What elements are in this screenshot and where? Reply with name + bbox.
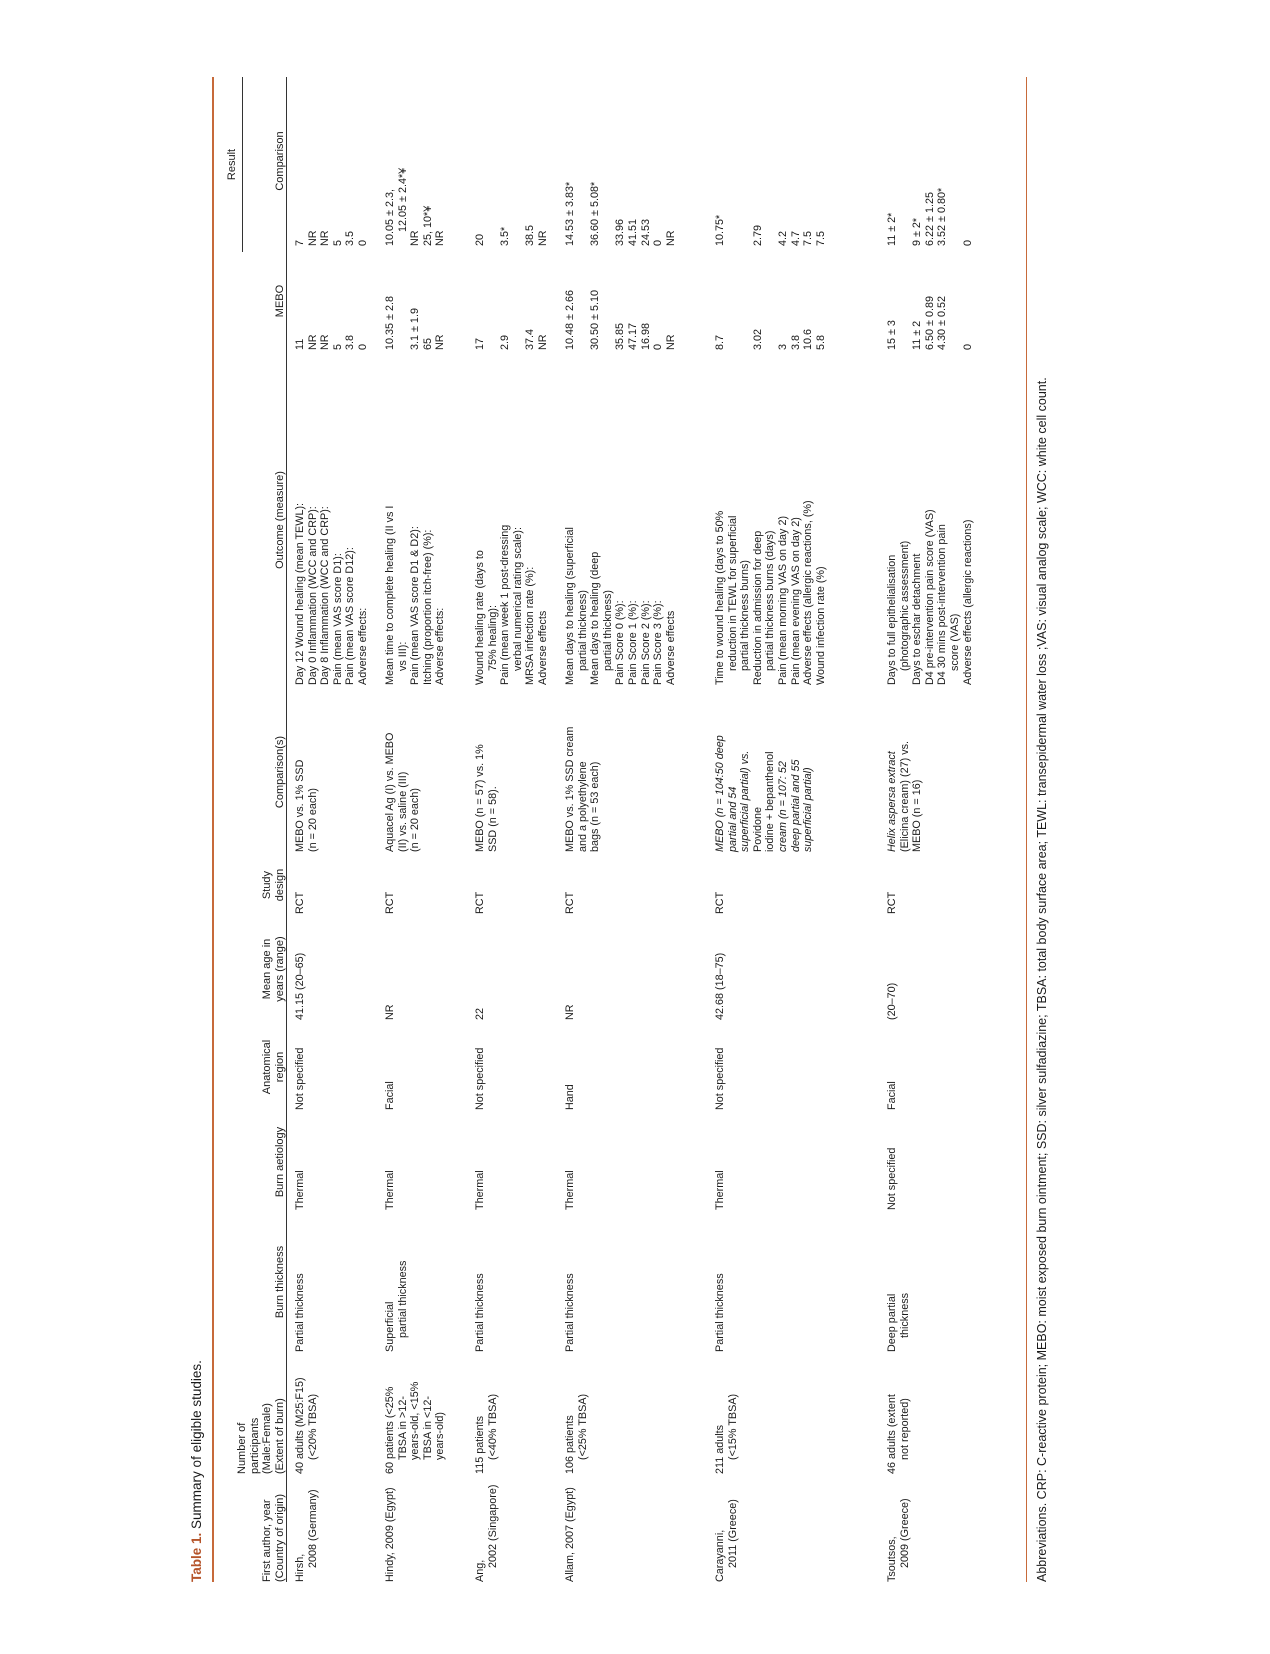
cell-mebo-result: 3.02 [751,328,764,350]
cell-outcome: Pain (mean VAS score D12): [344,547,357,685]
cell-author: Ang, 2002 (Singapore) [474,1484,499,1582]
cell-mebo-result: 30.50 ± 5.10 [589,290,602,350]
cell-outcome: Pain (mean morning VAS on day 2) [777,515,789,685]
cell-outcome: D4 pre-intervention pain score (VAS) [923,509,936,685]
result-span-rule [242,77,243,252]
cell-outcome: Adverse effects [537,610,549,685]
cell-comparison-result: 0 [357,239,369,246]
cell-thickness: Partial thickness [294,1273,306,1352]
cell-design: RCT [474,891,486,914]
cell-mebo-result: 3 [777,343,789,350]
cell-comparison-result: 7 [294,239,306,246]
cell-age: 41.15 (20–65) [294,952,306,1020]
cell-mebo-result: 3.1 ± 1.9 [409,308,422,350]
cell-comparison-result: 5 [331,239,344,246]
cell-comparison-result: NR [306,230,319,246]
cell-outcome: Mean days to healing (deep partial thickness) [589,551,614,685]
cell-outcome: Wound infection rate (%) [814,566,827,685]
header-result: Result [225,148,238,181]
cell-outcome: Wound healing rate (days to 75% healing): [474,550,499,685]
cell-outcome: Day 0 Inflammation (WCC and CRP): [306,506,319,685]
cell-participants: 40 adults (M25:F15) (<20% TBSA) [294,1377,319,1474]
cell-mebo-result: NR [537,334,549,350]
cell-mebo-result: 3.8 [789,334,802,350]
cell-comparison: MEBO (n = 57) vs. 1% SSD (n = 58). [474,744,499,852]
cell-comparison-result: 2.79 [751,224,764,246]
cell-mebo-result: 15 ± 3 [886,320,898,350]
cell-comparison-result: 0 [652,239,665,246]
cell-outcome: Day 12 Wound healing (mean TEWL): [294,502,306,685]
cell-aetiology: Thermal [294,1170,306,1210]
cell-comparison-result: 9 ± 2* [911,217,924,246]
cell-comparison-result: NR [409,230,422,246]
cell-comparison-result: 11 ± 2* [886,212,898,246]
cell-outcome: Adverse effects (allergic reactions) [961,519,974,685]
cell-mebo-result: 2.9 [499,334,512,350]
cell-comparison-result: NR [319,230,332,246]
cell-region: Hand [564,1084,576,1110]
cell-design: RCT [384,891,396,914]
cell-comparison-result: NR [664,230,677,246]
cell-comparison-result: 41.51 [627,218,639,246]
cell-outcome: Pain (mean evening VAS on day 2) [789,517,802,685]
cell-aetiology: Thermal [474,1170,486,1210]
cell-mebo-result: NR [306,334,319,350]
cell-mebo-result: NR [664,334,677,350]
cell-mebo-result: NR [319,334,332,350]
cell-participants: 115 patients (<40% TBSA) [474,1393,499,1474]
cell-author: Allam, 2007 (Egypt) [564,1487,576,1582]
header-design: Study design [261,868,286,902]
table-frame [186,77,1066,1582]
cell-mebo-result: 0 [961,343,974,350]
cell-outcome: MRSA infection rate (%): [524,566,537,685]
caption-label: Table 1. [189,1532,204,1582]
header-comparison: Comparison(s) [273,735,286,809]
cell-region: Facial [886,1081,898,1110]
cell-participants: 211 adults (<15% TBSA) [714,1393,739,1474]
cell-comparison-result: 3.52 ± 0.80* [936,187,949,246]
cell-outcome: Pain Score 0 (%): [614,600,627,685]
header-thickness: Burn thickness [273,1245,286,1319]
cell-participants: 60 patients (<25% TBSA in >12- years-old, <15% TBSA in <12- years-old) [384,1381,447,1474]
cell-participants: 46 adults (extent not reported) [886,1394,911,1474]
cell-mebo-result: 17 [474,337,486,350]
cell-thickness: Deep partial thickness [886,1292,911,1352]
cell-age: (20–70) [886,982,898,1020]
cell-comparison-result: 33.96 [614,218,627,246]
cell-outcome: Mean time to complete healing (II vs I vs III): [384,505,409,685]
cell-comparison-result: NR [434,230,447,246]
header-author: First author, year (Country of origin) [261,1493,286,1582]
cell-comparison-result: 25, 10*¥ [421,205,434,246]
header-rule [286,77,287,1582]
header-region: Anatomical region [261,1039,286,1095]
cell-aetiology: Thermal [384,1170,396,1210]
cell-outcome: Pain (mean VAS score D1 & D2): [409,526,422,685]
cell-mebo-result: 65 [421,337,434,350]
header-aetiology: Burn aetiology [273,1126,286,1198]
cell-outcome: Adverse effects [664,610,677,685]
cell-thickness: Partial thickness [474,1273,486,1352]
cell-outcome: Time to wound healing (days to 50% reduction in TEWL for superficial partial thickness burns) [714,510,752,685]
cell-thickness: Partial thickness [564,1273,576,1352]
cell-region: Not specified [294,1047,306,1110]
header-outcome: Outcome (measure) [273,471,286,569]
table-caption [186,1360,208,1582]
cell-comparison-result: 36.60 ± 5.08* [589,181,602,246]
cell-mebo-result: 0 [652,343,665,350]
cell-aetiology: Thermal [564,1170,576,1210]
cell-mebo-result: 11 [294,338,306,350]
cell-region: Not specified [474,1047,486,1110]
bottom-rule [1026,77,1027,1582]
cell-age: NR [564,1004,576,1020]
cell-design: RCT [886,891,898,914]
cell-thickness: Superficial partial thickness [384,1260,409,1352]
cell-outcome: Itching (proportion itch-free) (%): [421,529,434,685]
cell-outcome: Pain (mean week 1 post-dressing verbal numerical rating scale): [499,524,524,685]
cell-comparison: Helix aspersa extract (Elicina cream) (27) vs. MEBO (n = 16) [886,741,924,852]
cell-outcome: Pain Score 3 (%): [652,600,665,685]
cell-region: Facial [384,1081,396,1110]
caption-text: Summary of eligible studies. [189,1360,204,1529]
cell-comparison-result: 38.5 [524,224,537,246]
cell-mebo-result: 0 [357,343,369,350]
cell-outcome: Pain Score 2 (%): [639,600,652,685]
cell-mebo-result: 4.30 ± 0.52 [936,296,949,350]
cell-mebo-result: 47.17 [627,322,639,350]
cell-aetiology: Thermal [714,1170,726,1210]
header-participants: Number of participants (Male:Female) (Extent of burn) [236,1398,286,1474]
cell-comparison-result: 24.53 [639,218,652,246]
cell-aetiology: Not specified [886,1147,898,1210]
cell-outcome: Adverse effects: [434,607,447,685]
cell-comparison-result: 4.7 [789,230,802,246]
cell-author: Hirsh, 2008 (Germany) [294,1489,319,1582]
cell-outcome: Days to full epithelialisation (photographic assessment) [886,540,911,685]
cell-comparison: MEBO vs. 1% SSD (n = 20 each) [294,759,319,852]
cell-comparison: MEBO vs. 1% SSD cream and a polyethylene bags (n = 53 each) [564,726,602,852]
cell-comparison-result: 10.05 ± 2.3, 12.05 ± 2.4*¥ [384,167,409,246]
cell-mebo-result: NR [434,334,447,350]
cell-age: 42.68 (18–75) [714,952,726,1020]
cell-design: RCT [564,891,576,914]
cell-outcome: Days to eschar detachment [911,553,924,685]
cell-design: RCT [714,891,726,914]
cell-age: NR [384,1004,396,1020]
cell-mebo-result: 5 [331,343,344,350]
cell-region: Not specified [714,1047,726,1110]
cell-mebo-result: 5.8 [814,334,827,350]
cell-author: Carayanni, 2011 (Greece) [714,1499,739,1582]
cell-outcome: Reduction in admission for deep partial thickness burns (days) [751,530,777,685]
cell-design: RCT [294,891,306,914]
cell-comparison-result: 3.5 [344,230,357,246]
table-header [214,77,286,1582]
cell-comparison-result: 0 [961,239,974,246]
cell-mebo-result: 6.50 ± 0.89 [923,296,936,350]
cell-comparison-result: 14.53 ± 3.83* [564,181,576,246]
cell-mebo-result: 35.85 [614,322,627,350]
cell-author: Hindy, 2009 (Egypt) [384,1487,396,1582]
cell-outcome: Day 8 Inflammation (WCC and CRP): [319,506,332,685]
cell-outcome: D4 30 mins post-intervention pain score (VAS) [936,524,961,685]
cell-comparison-result: 20 [474,233,486,246]
cell-comparison-result: NR [537,230,549,246]
cell-mebo-result: 10.35 ± 2.8 [384,296,396,350]
cell-outcome: Adverse effects: [357,607,369,685]
cell-outcome: Pain (mean VAS score D1): [331,553,344,685]
cell-comparison-result: 4.2 [777,230,789,246]
cell-mebo-result: 37.4 [524,328,537,350]
cell-author: Tsoutsos, 2009 (Greece) [886,1498,911,1582]
cell-comparison: MEBO (n = 104:50 deep partial and 54 superficial partial) vs. Povidone iodine + bepanthenol cream (n = 107: 52 deep partial and 55 superficial partial) [714,735,815,852]
header-comp: Comparison [273,131,286,191]
cell-comparison-result: 3.5* [499,226,512,246]
header-mebo: MEBO [273,284,286,318]
cell-comparison-result: 6.22 ± 1.25 [923,192,936,246]
cell-thickness: Partial thickness [714,1273,726,1352]
footnote: Abbreviations. CRP: C-reactive protein; MEBO: moist exposed burn ointment; SSD: silver sulfadiazine; TBSA: total body surface area; TEWL: transepidermal water loss ;VAS: visual analog scale; WCC: white cell count. [1035,377,1049,1582]
cell-mebo-result: 8.7 [714,334,726,350]
cell-mebo-result: 10.48 ± 2.66 [564,290,576,350]
cell-comparison-result: 7.5 [802,230,815,246]
cell-age: 22 [474,1007,486,1020]
cell-outcome: Mean days to healing (superficial partial thickness) [564,527,589,685]
header-age: Mean age in years (range) [261,936,286,1002]
cell-mebo-result: 16.98 [639,322,652,350]
cell-outcome: Adverse effects (allergic reactions, (%) [802,500,815,685]
cell-mebo-result: 3.8 [344,334,357,350]
cell-comparison-result: 10.75* [714,214,726,246]
cell-comparison: Aquacel Ag (I) vs. MEBO (II) vs. saline (III) (n = 20 each) [384,732,422,852]
cell-mebo-result: 10.6 [802,328,815,350]
cell-outcome: Pain Score 1 (%): [627,600,639,685]
cell-participants: 106 patients (<25% TBSA) [564,1393,589,1474]
cell-mebo-result: 11 ± 2 [911,320,924,350]
cell-comparison-result: 7.5 [814,230,827,246]
